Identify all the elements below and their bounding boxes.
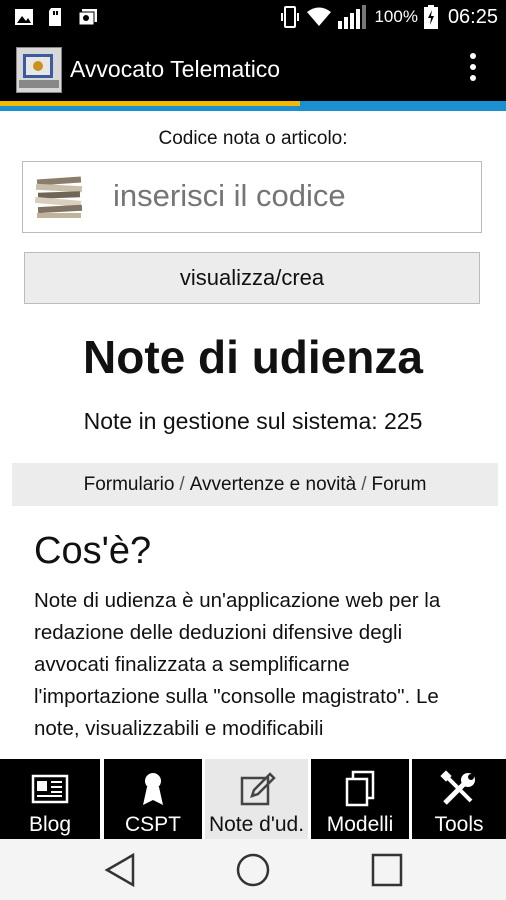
notes-counter: Note in gestione sul sistema: 225 — [83, 408, 423, 434]
back-icon[interactable] — [103, 852, 137, 888]
ribbon-icon — [133, 769, 173, 809]
link-forum[interactable]: Forum — [371, 474, 427, 495]
documents-icon — [340, 769, 380, 809]
app-title: Avvocato Telematico — [70, 56, 281, 82]
tab-modelli[interactable] — [311, 759, 409, 839]
link-avvertenze[interactable]: Avvertenze e novità — [189, 474, 357, 495]
tools-icon — [439, 769, 479, 809]
battery-charging-icon — [424, 5, 438, 29]
wifi-icon — [306, 6, 332, 28]
app-logo — [16, 47, 62, 93]
battery-percentage: 100% — [374, 7, 418, 26]
sd-card-icon — [46, 7, 66, 27]
papers-stack-icon — [33, 172, 85, 222]
link-separator: / — [179, 474, 185, 495]
link-formulario[interactable]: Formulario — [83, 474, 175, 495]
edit-note-icon — [237, 769, 277, 809]
tab-cspt[interactable] — [104, 759, 202, 839]
description-paragraph: Note di udienza è un'applicazione web per la redazione delle deduzioni difensive degli avvocati finalizzata a semplificarne l'importazione sulla "consolle magistrato". Le note, visualizzabili e modificabili — [34, 589, 441, 740]
tab-label: Blog — [28, 813, 72, 836]
link-separator: / — [361, 474, 367, 495]
code-input-box[interactable] — [22, 161, 482, 233]
overflow-menu-icon[interactable] — [470, 52, 476, 82]
accent-stripe — [0, 101, 506, 111]
page-title: Note di udienza — [83, 331, 423, 383]
tab-blog[interactable] — [0, 759, 100, 839]
signal-icon — [338, 5, 368, 29]
status-bar — [0, 0, 506, 36]
view-create-button[interactable]: visualizza/crea — [24, 252, 480, 304]
code-input[interactable] — [113, 178, 463, 214]
blog-icon — [30, 769, 70, 809]
system-nav-bar — [0, 839, 506, 900]
tab-label: Tools — [434, 813, 484, 836]
photo-stack-icon — [78, 7, 98, 27]
tab-note-udienza[interactable] — [205, 759, 308, 839]
clock: 06:25 — [447, 5, 498, 28]
section-title: Cos'è? — [34, 530, 152, 572]
bottom-nav — [0, 759, 506, 839]
code-label: Codice nota o articolo: — [158, 128, 348, 149]
tab-label: Note d'ud. — [208, 813, 305, 836]
recents-icon[interactable] — [370, 852, 404, 888]
image-icon — [14, 7, 34, 27]
links-bar — [12, 463, 498, 506]
tab-label: CSPT — [124, 813, 181, 836]
home-icon[interactable] — [235, 852, 271, 888]
tab-label: Modelli — [326, 813, 394, 836]
tab-tools[interactable] — [412, 759, 506, 839]
app-bar — [0, 36, 506, 101]
vibrate-icon — [280, 5, 300, 29]
